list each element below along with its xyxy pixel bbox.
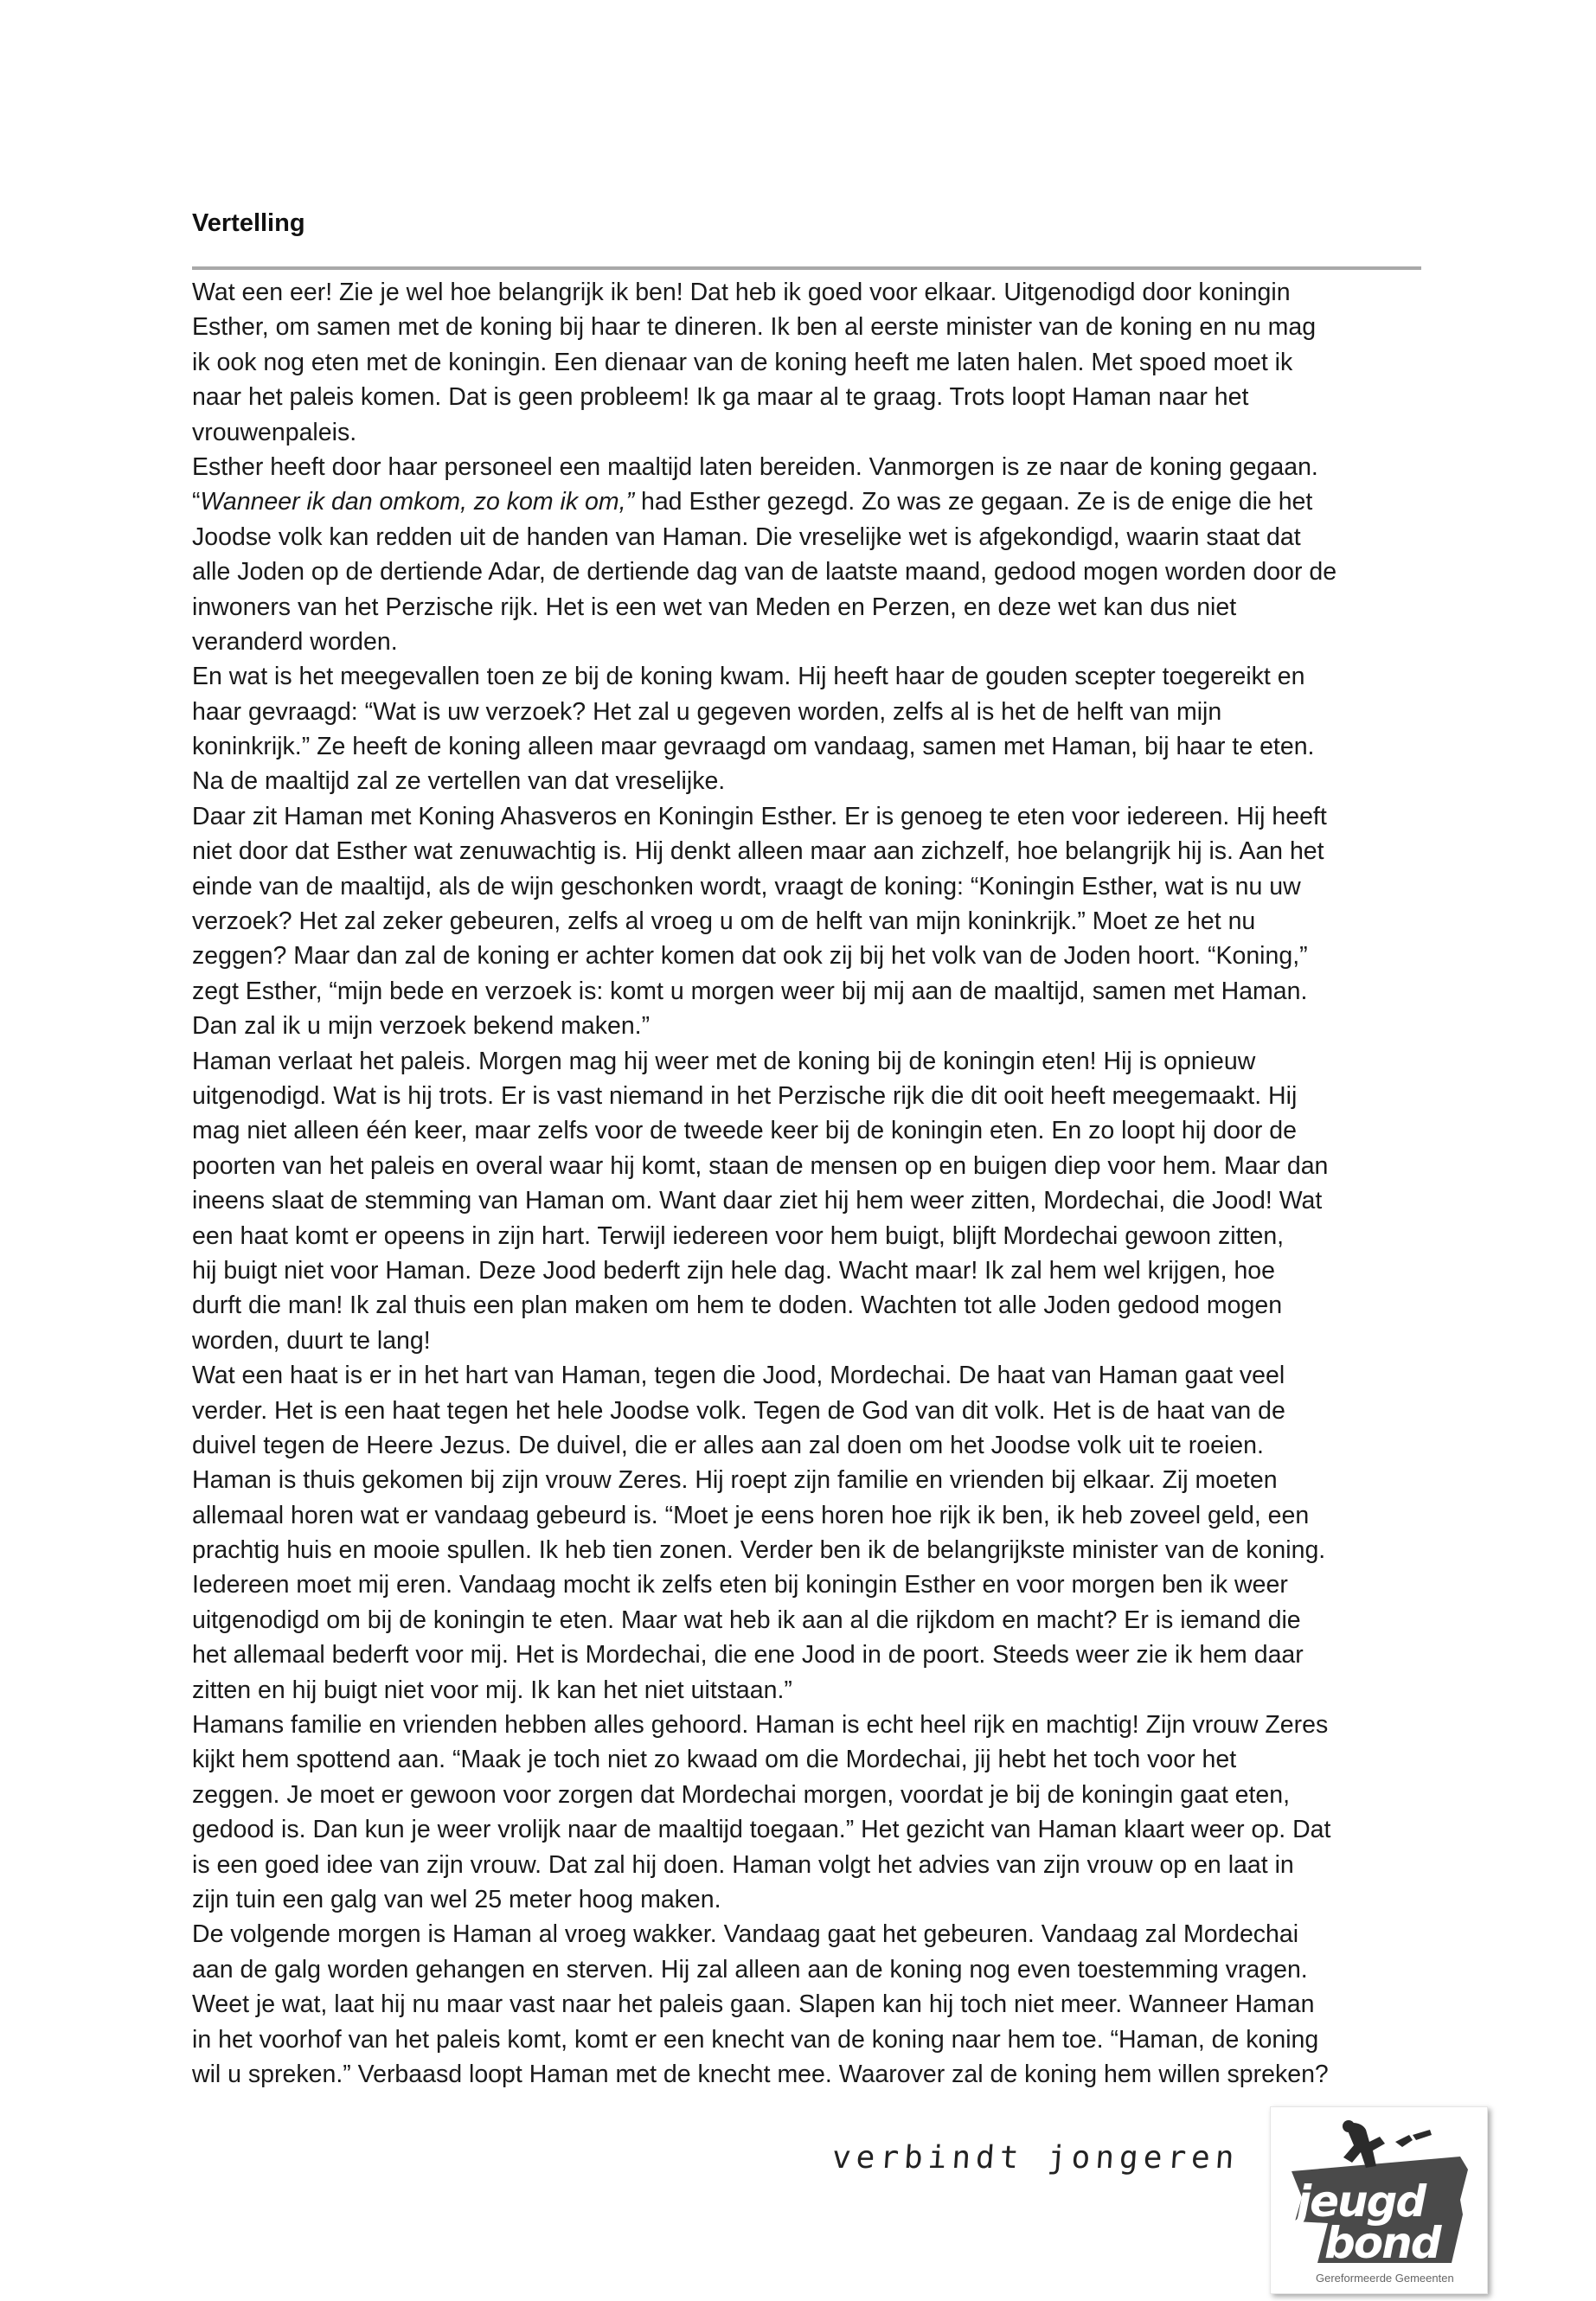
text-line: verzoek? Het zal zeker gebeuren, zelfs al vroeg u om de helft van mijn koninkrijk.” Moet ze het nu — [192, 907, 1256, 936]
text-line: hij buigt niet voor Haman. Deze Jood bederft zijn hele dag. Wacht maar! Ik zal hem wel krijgen, hoe — [192, 1256, 1275, 1285]
text-line: Daar zit Haman met Koning Ahasveros en Koningin Esther. Er is genoeg te eten voor iedereen. Hij heeft — [192, 802, 1327, 830]
text-line: Haman verlaat het paleis. Morgen mag hij weer met de koning bij de koningin eten! Hij is opnieuw — [192, 1047, 1256, 1075]
text-line: Dan zal ik u mijn verzoek bekend maken.” — [192, 1012, 651, 1041]
italic-quote: Wanneer ik dan omkom, zo kom ik om,” — [200, 488, 635, 516]
text-line: poorten van het paleis en overal waar hij komt, staan de mensen op en buigen diep voor hem. Maar dan — [192, 1151, 1329, 1180]
text-line: veranderd worden. — [192, 627, 398, 656]
text-line: Haman is thuis gekomen bij zijn vrouw Zeres. Hij roept zijn familie en vrienden bij elkaar. Zij moeten — [192, 1466, 1278, 1495]
text-line: allemaal horen wat er vandaag gebeurd is. “Moet je eens horen hoe rijk ik ben, ik heb zoveel geld, een — [192, 1501, 1310, 1529]
text-line: ik ook nog eten met de koningin. Een dienaar van de koning heeft me laten halen. Met spoed moet ik — [192, 348, 1293, 376]
text-line: Wat een haat is er in het hart van Haman, tegen die Jood, Mordechai. De haat van Haman gaat veel — [192, 1362, 1285, 1390]
text-line: uitgenodigd. Wat is hij trots. Er is vast niemand in het Perzische rijk die dit ooit heeft meegemaakt. Hij — [192, 1081, 1298, 1110]
text-line: Wat een eer! Zie je wel hoe belangrijk ik ben! Dat heb ik goed voor elkaar. Uitgenodigd door koningin — [192, 279, 1291, 306]
text-line: Hamans familie en vrienden hebben alles gehoord. Haman is echt heel rijk en machtig! Zijn vrouw Zeres — [192, 1711, 1329, 1740]
text-line: niet door dat Esther wat zenuwachtig is. Hij denkt alleen maar aan zichzelf, hoe belangrijk hij is. Aan het — [192, 837, 1324, 866]
text-line: in het voorhof van het paleis komt, komt er een knecht van de koning naar hem toe. “Haman, de koning — [192, 2025, 1319, 2054]
text-line: En wat is het meegevallen toen ze bij de koning kwam. Hij heeft haar de gouden scepter toegereikt en — [192, 663, 1305, 691]
text-line: zijn tuin een galg van wel 25 meter hoog maken. — [192, 1885, 721, 1913]
section-heading: Vertelling — [192, 209, 305, 237]
logo-word-bond: bond — [1324, 2218, 1440, 2268]
text-line: Joodse volk kan redden uit de handen van Haman. Die vreselijke wet is afgekondigd, waarin staat dat — [192, 522, 1301, 551]
text-line: duivel tegen de Heere Jezus. De duivel, die er alles aan zal doen om het Joodse volk uit te roeien. — [192, 1431, 1264, 1459]
text-line: zeggen. Je moet er gewoon voor zorgen dat Mordechai morgen, voordat je bij de koningin gaat eten, — [192, 1780, 1291, 1809]
text-line: einde van de maaltijd, als de wijn geschonken wordt, vraagt de koning: “Koningin Esther, wat is nu uw — [192, 872, 1301, 901]
jeugdbond-logo — [1270, 2106, 1488, 2294]
text-line: verder. Het is een haat tegen het hele Joodse volk. Tegen de God van dit volk. Het is de haat van de — [192, 1396, 1285, 1425]
text-line: Na de maaltijd zal ze vertellen van dat vreselijke. — [192, 767, 726, 796]
text-line: Iedereen moet mij eren. Vandaag mocht ik zelfs eten bij koningin Esther en voor morgen ben ik weer — [192, 1571, 1288, 1599]
text-line: het allemaal bederft voor mij. Het is Mordechai, die ene Jood in de poort. Steeds weer zie ik hem daar — [192, 1641, 1304, 1670]
text-line: prachtig huis en mooie spullen. Ik heb tien zonen. Verder ben ik de belangrijkste minister van de koning. — [192, 1536, 1326, 1565]
logo-word-jeugd: jeugd — [1297, 2176, 1426, 2227]
text-line: Weet je wat, laat hij nu maar vast naar het paleis gaan. Slapen kan hij toch niet meer. Wanneer Haman — [192, 1990, 1315, 2019]
text-line: uitgenodigd om bij de koningin te eten. Maar wat heb ik aan al die rijkdom en macht? Er is iemand die — [192, 1606, 1301, 1634]
text-line: ineens slaat de stemming van Haman om. Want daar ziet hij hem weer zitten, Mordechai, die Jood! Wat — [192, 1187, 1323, 1215]
text-line: De volgende morgen is Haman al vroeg wakker. Vandaag gaat het gebeuren. Vandaag zal Mordechai — [192, 1920, 1299, 1949]
text-line: mag niet alleen één keer, maar zelfs voor de tweede keer bij de koningin eten. En zo loopt hij door de — [192, 1117, 1297, 1145]
line-rest: had Esther gezegd. Zo was ze gegaan. Ze is de enige die het — [634, 488, 1313, 516]
text-line: kijkt hem spottend aan. “Maak je toch niet zo kwaad om die Mordechai, jij hebt het toch voor het — [192, 1746, 1237, 1774]
logo-subtitle: Gereformeerde Gemeenten — [1316, 2272, 1454, 2285]
text-line: haar gevraagd: “Wat is uw verzoek? Het zal u gegeven worden, zelfs al is het de helft van mijn — [192, 697, 1222, 726]
text-line: gedood is. Dan kun je weer vrolijk naar de maaltijd toegaan.” Het gezicht van Haman klaart weer op. Dat — [192, 1816, 1331, 1844]
heading-divider — [192, 266, 1421, 270]
text-line: durft die man! Ik zal thuis een plan maken om hem te doden. Wachten tot alle Joden gedood mogen — [192, 1292, 1283, 1320]
text-line: vrouwenpaleis. — [192, 418, 357, 446]
text-line — [192, 484, 1420, 519]
text-line: zegt Esther, “mijn bede en verzoek is: komt u morgen weer bij mij aan de maaltijd, samen met Haman. — [192, 977, 1308, 1005]
text-line: Esther, om samen met de koning bij haar te dineren. Ik ben al eerste minister van de koning en nu mag — [192, 313, 1317, 342]
text-line: zitten en hij buigt niet voor mij. Ik kan het niet uitstaan.” — [192, 1676, 792, 1704]
text-line: naar het paleis komen. Dat is geen probleem! Ik ga maar al te graag. Trots loopt Haman naar het — [192, 383, 1249, 412]
text-line: wil u spreken.” Verbaasd loopt Haman met de knecht mee. Waarover zal de koning hem willen spreken? — [192, 2060, 1329, 2088]
text-line: Esther heeft door haar personeel een maaltijd laten bereiden. Vanmorgen is ze naar de koning gegaan. — [192, 452, 1318, 481]
text-line: is een goed idee van zijn vrouw. Dat zal hij doen. Haman volgt het advies van zijn vrouw op en laat in — [192, 1850, 1294, 1879]
text-line: zeggen? Maar dan zal de koning er achter komen dat ook zij bij het volk van de Joden hoort. “Koning,” — [192, 942, 1308, 971]
story-text — [192, 275, 1420, 2092]
open-quote: “ — [192, 488, 201, 516]
text-line: aan de galg worden gehangen en sterven. Hij zal alleen aan de koning nog even toestemming vragen. — [192, 1955, 1308, 1984]
text-line: alle Joden op de dertiende Adar, de dertiende dag van de laatste maand, gedood mogen worden door de — [192, 558, 1337, 586]
text-line: worden, duurt te lang! — [192, 1326, 431, 1355]
text-line: een haat komt er opeens in zijn hart. Terwijl iedereen voor hem buigt, blijft Mordechai gewoon zitten, — [192, 1221, 1285, 1250]
text-line: inwoners van het Perzische rijk. Het is een wet van Meden en Perzen, en deze wet kan dus niet — [192, 593, 1237, 621]
footer-slogan: verbindt jongeren — [830, 2140, 1240, 2176]
text-line: koninkrijk.” Ze heeft de koning alleen maar gevraagd om vandaag, samen met Haman, bij haar te eten. — [192, 733, 1315, 761]
